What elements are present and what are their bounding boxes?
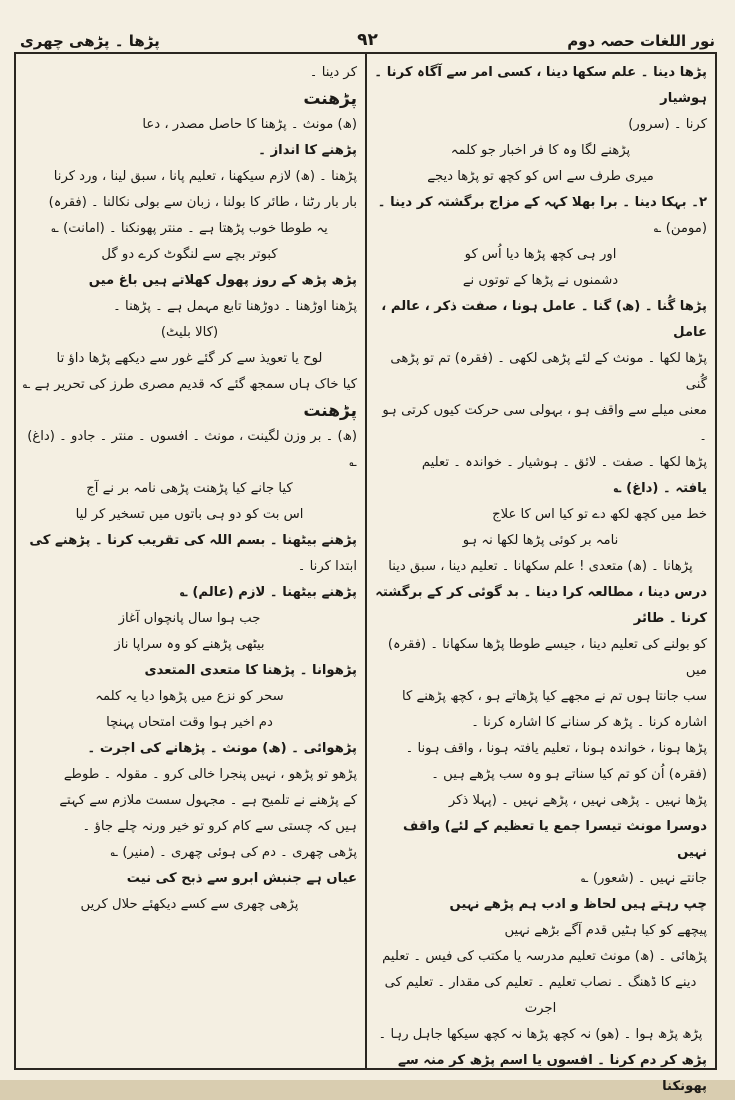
verse-line: کیا جانے کیا پڑھنت پڑھی نامہ بر نے آج [86,481,293,496]
text-line: پڑھنے کا انداز ۔ [258,143,357,158]
text-line: کے پڑھنے نے تلمیح ہے ۔ مجہول سست ملازم سے کہتے [59,793,357,808]
text-line: کو بولنے کی تعلیم دینا ، جیسے طوطا پڑھا سکھانا ۔ (فقرہ) میں [387,637,707,678]
text-line: ابتدا کرنا ۔ [297,559,357,574]
left-column [22,60,357,1060]
verse-line: میری طرف سے اس کو کچھ تو پڑھا دیجے [427,169,654,184]
verse-line: کبوتر بچے سے لنگوٹ کرے دو گل [101,247,278,262]
text-line: عیاں ہے جنبش ابرو سے ذبح کی نیت [126,871,357,886]
text-line: خط میں کچھ لکھ دے تو کیا اس کا علاج [492,507,707,522]
text-line: پڑھنا ۔ (ھ) لازم سیکھنا ، تعلیم پانا ، سبق لینا ، ورد کرنا [53,169,357,184]
verse-line: دم اخیر ہوا وقت امتحاں پہنچا [106,715,273,730]
verse-line: پڑھ پڑھ ہوا ۔ (ھو) نہ کچھ پڑھا نہ کچھ سیکھا جاہل رہا ۔ [378,1027,703,1042]
verse-line: پڑھنے لگا وہ کا فر اخبار جو کلمہ [450,143,631,158]
headword: پڑھنت [303,89,357,109]
verse-line: دینے کا ڈھنگ ۔ نصاب تعلیم ۔ تعلیم کی مقدار ۔ تعلیم کی اجرت [384,975,697,1016]
verse-line: نامہ بر کوئی پڑھا لکھا نہ ہو [462,533,619,548]
text-line: پیچھے کو کیا ہٹیں قدم آگے بڑھے نہیں [504,923,707,938]
text-line: بار بار رٹنا ، طائر کا بولنا ، زبان سے بولی نکالنا ۔ (فقرہ) [48,195,357,210]
text-line: پڑھنے بیٹھنا ۔ لازم (عالم) ؎ [180,585,357,600]
verse-line: یہ طوطا خوب پڑھتا ہے ۔ منتر پھونکنا ۔ (امانت) ؎ [51,221,328,236]
text-line: درس دینا ، مطالعہ کرا دینا ۔ بد گوئی کر کے برگشتہ کرنا ۔ طائر [375,585,707,626]
text-line: پڑھا گُنا ۔ (ھ) گنا ۔ عامل ہونا ، صفت ذکر ، عالم ، عامل [381,299,707,340]
text-line: پڑھوانا ۔ پڑھنا کا متعدی المتعدی [144,663,357,678]
page-number: ۹۲ [357,30,378,50]
text-line: کرنا ۔ (سرور) [628,117,707,132]
verse-line: پڑھانا ۔ (ھ) متعدی ! علم سکھانا ۔ تعلیم دینا ، سبق دینا [388,559,693,574]
text-line: پڑھائی ۔ (ھ) مونث تعلیم مدرسہ یا مکتب کی فیس ۔ تعلیم [382,949,707,964]
text-line: ۲۔ بہکا دینا ۔ برا بھلا کہہ کے مزاج برگشتہ کر دینا ۔ [377,195,707,210]
text-line: پڑھنا اوڑھنا ۔ دوڑھنا تابع مہمل ہے ۔ پڑھنا ۔ [113,299,357,314]
text-line: معنی میلے سے واقف ہو ، بہولی سی حرکت کیوں کرتی ہو ۔ [382,403,707,444]
verse-line: دشمنوں نے پڑھا کے توتوں نے [462,273,619,288]
text-line: اشارہ کرنا ۔ پڑھ کر سنانے کا اشارہ کرنا ۔ [471,715,707,730]
text-line: (مومن) ؎ [653,221,707,236]
text-line: ہیں کہ چستی سے کام کرو تو خیر ورنہ چلے جاؤ ۔ [82,819,357,834]
text-line: جانتے نہیں ۔ (شعور) ؎ [580,871,707,886]
text-line: پڑھا لکھا ۔ مونث کے لئے پڑھی لکھی ۔ (فقرہ) تم تو پڑھی گُنی [390,351,707,392]
text-line: پڑھا ہونا ، خواندہ ہونا ، تعلیم یافتہ ہونا ، واقف ہونا ۔ [405,741,707,756]
text-line: سب جانتا ہوں تم نے مجھے کیا پڑھاتے ہو ، کچھ پڑھنے کا [401,689,707,704]
text-line: کر دینا ۔ [309,65,357,80]
text-line: چپ رہتے ہیں لحاظ و ادب ہم پڑھے نہیں [449,897,707,912]
page-topic: پڑھا ۔ پڑھی چھری [20,32,160,50]
book-title: نور اللغات حصہ دوم [567,32,715,50]
column-divider [365,52,367,1070]
text-line: کیا خاک ہاں سمجھ گئے کہ قدیم مصری طرز کی تحریر ہے ؎ [22,377,357,392]
text-line: پڑھا دینا ۔ علم سکھا دینا ، کسی امر سے آگاہ کرنا ۔ ہوشیار [374,65,707,106]
verse-line: سحر کو نزع میں پڑھوا دیا یہ کلمہ [95,689,284,704]
text-line: پڑھو تو پڑھو ، نہیں پنجرا خالی کرو ۔ مقولہ ۔ طوطے [63,767,357,782]
text-line: پڑھ پڑھ کے روز پھول کھلاتے ہیں باغ میں [88,273,357,288]
text-line: پڑھا لکھا ۔ صفت ۔ لائق ۔ ہوشیار ۔ خواندہ ۔ تعلیم [421,455,707,470]
verse-line: لوح یا تعویذ سے کر گئے غور سے دیکھے پڑھا داؤ تا [56,351,323,366]
verse-line: بیٹھی پڑھنے کو وہ سراپا ناز [114,637,265,652]
text-line: یافتہ ۔ (داغ) ؎ [613,481,707,496]
text-line: دوسرا مونث تیسرا جمع یا تعظیم کے لئے) واقف نہیں [403,819,707,860]
text-line: پڑھوائی ۔ (ھ) مونث ۔ پڑھانے کی اجرت ۔ [87,741,357,756]
text-line: پڑھی چھری ۔ دم کی ہوئی چھری ۔ (منیر) ؎ [110,845,357,860]
text-line: (فقرہ) اُن کو تم کیا سناتے ہو وہ سب پڑھے ہیں ۔ [431,767,707,782]
text-line: پڑھ کر دم کرنا ۔ افسوں یا اسم پڑھ کر منہ سے پھونکنا [397,1053,707,1094]
text-line: (ھ) مونث ۔ پڑھنا کا حاصل مصدر ، دعا [142,117,357,132]
headword: پڑھنت [303,401,357,421]
verse-line: پڑھی چھری سے کسے دیکھئے حلال کریں [80,897,299,912]
right-column [374,60,707,1094]
text-line: پڑھنے بیٹھنا ۔ بسم اللہ کی تقریب کرنا ۔ پڑھنے کی [29,533,357,548]
text-line: پڑھا نہیں ۔ پڑھی نہیں ، پڑھے نہیں ۔ (پہلا ذکر [448,793,707,808]
verse-line: اس بت کو دو ہی باتوں میں تسخیر کر لیا [75,507,304,522]
verse-line: (کالا بلیٹ) [160,325,219,340]
verse-line: اور ہی کچھ پڑھا دیا اُس کو [464,247,617,262]
page-header [14,8,721,50]
text-line: (ھ) ۔ بر وزن لگینت ، مونث ۔ افسوں ۔ منتر ۔ جادو ۔ (داغ) ؎ [27,429,357,470]
verse-line: جب ہوا سال پانچواں آغاز [118,611,261,626]
